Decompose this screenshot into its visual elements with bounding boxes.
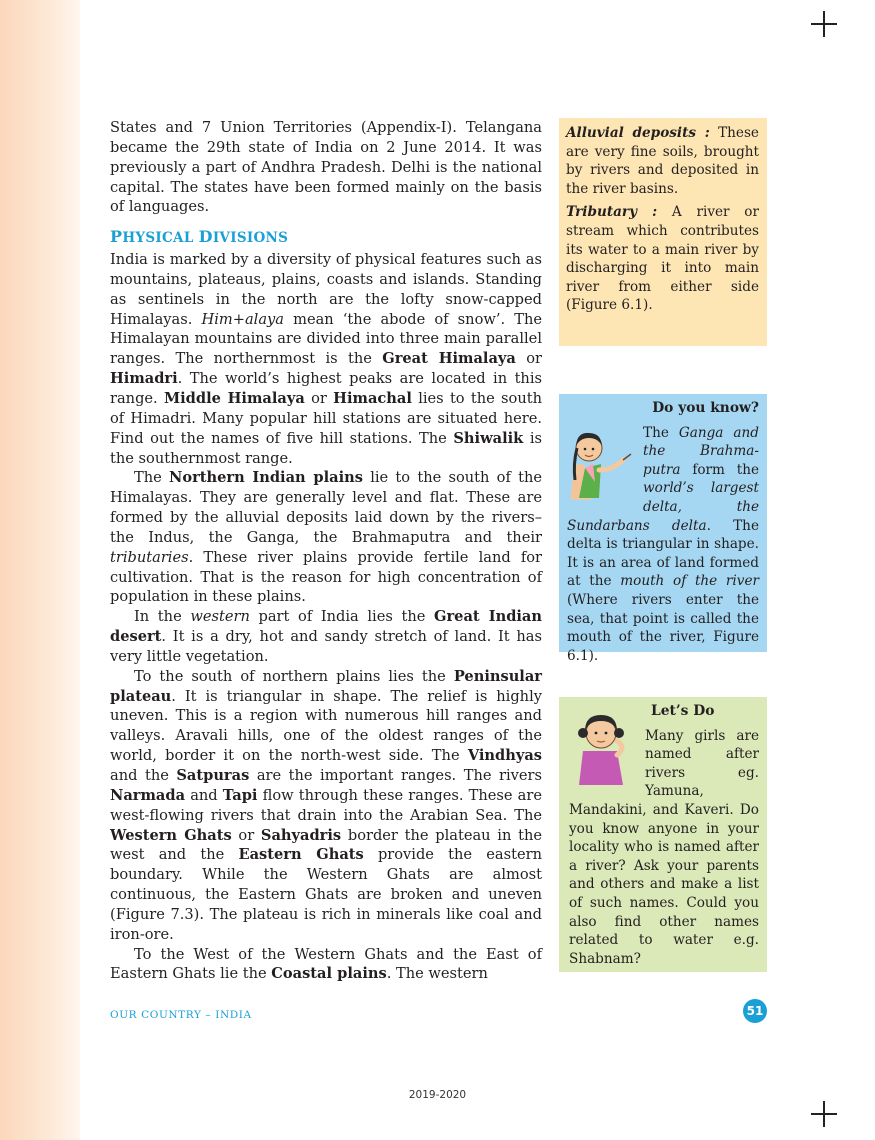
crop-mark-bottom-right <box>811 1101 837 1127</box>
crop-mark-top-right <box>811 11 837 37</box>
glossary-box <box>559 118 767 346</box>
paragraph-desert: In the western part of India lies the Great Indian desert. It is a dry, hot and sandy stretch of land. It has very little vegetation. <box>110 608 543 665</box>
section-heading: PHYSICAL DIVISIONS <box>110 227 289 247</box>
paragraph-coastal-plains: To the West of the Western Ghats and the East of Eastern Ghats lie the Coastal plains. The western <box>110 945 542 983</box>
do-you-know-title: Do you know? <box>652 400 759 416</box>
page-number-badge: 51 <box>743 999 767 1023</box>
do-you-know-box: Do you know? The Ganga and the Brahma-putra form the world’s largest delta, the Sundarbans delta. The delta is triangular in shape. It is an area of land formed at the mouth of the river (Where rivers enter the sea, that point is called the mouth of the river, Figure 6.1). <box>559 394 767 652</box>
girl-pointing-illustration <box>565 424 637 500</box>
paragraph-peninsular-plateau: To the south of northern plains lies the Peninsular plateau. It is triangular in shape. The relief is highly uneven. This is a region with numerous hill ranges and valleys. Aravali hills, one of the oldest ranges of the world, border it on the north-west side. The Vindhyas and the Satpuras are the important ranges. The rivers Narmada and Tapi flow through these ranges. These are west-flowing rivers that drain into the Arabian Sea. The Western Ghats or Sahyadris border the plateau in the west and the Eastern Ghats provide the eastern boundary. While the Western Ghats are almost continuous, the Eastern Ghats are broken and uneven (Figure 7.3). The plateau is rich in minerals like coal and iron-ore. <box>110 667 543 943</box>
footer-book-title: OUR COUNTRY – INDIA <box>110 1009 252 1021</box>
main-text-column <box>110 118 542 984</box>
glossary-alluvial: Alluvial deposits : These are very fine soils, brought by rivers and deposited in the river basins. <box>566 125 759 197</box>
lets-do-title: Let’s Do <box>651 703 715 719</box>
lets-do-text: Many girls are named after rivers eg. Yamuna, Mandakini, and Kaveri. Do you know anyone in your locality who is named after a river? Ask your parents and others and make a list of such names. Could you also find other names related to water e.g. Shabnam? <box>569 727 759 967</box>
page-margin-band <box>0 0 80 1140</box>
girl-thinking-illustration <box>567 705 639 785</box>
paragraph-states: States and 7 Union Territories (Appendix-I). Telangana became the 29th state of India on 2 June 2014. It was previously a part of Andhra Pradesh. Delhi is the national capital. The states have been formed mainly on the basis of languages. <box>110 119 542 216</box>
paragraph-northern-plains: The Northern Indian plains lie to the south of the Himalayas. They are generally level and flat. These are formed by the alluvial deposits laid down by the rivers– the Indus, the Ganga, the Brahmaputra and their tributaries. These river plains provide fertile land for cultivation. That is the reason for high concentration of population in these plains. <box>110 469 543 606</box>
lets-do-box <box>559 697 767 972</box>
edition-year: 2019-2020 <box>408 1089 467 1101</box>
paragraph-himalayas: India is marked by a diversity of physical features such as mountains, plateaus, plains, coasts and islands. Standing as sentinels in the north are the lofty snow-capped Himalayas. Him+alaya mean ‘the abode of snow’. The Himalayan mountains are divided into three main parallel ranges. The northernmost is the Great Himalaya or Himadri. The world’s highest peaks are located in this range. Middle Himalaya or Himachal lies to the south of Himadri. Many popular hill stations are situated here. Find out the names of five hill stations. The Shiwalik is the southernmost range. <box>110 251 543 467</box>
glossary-tributary: Tributary : A river or stream which contributes its water to a main river by discharging it into main river from either side (Figure 6.1). <box>566 204 759 314</box>
